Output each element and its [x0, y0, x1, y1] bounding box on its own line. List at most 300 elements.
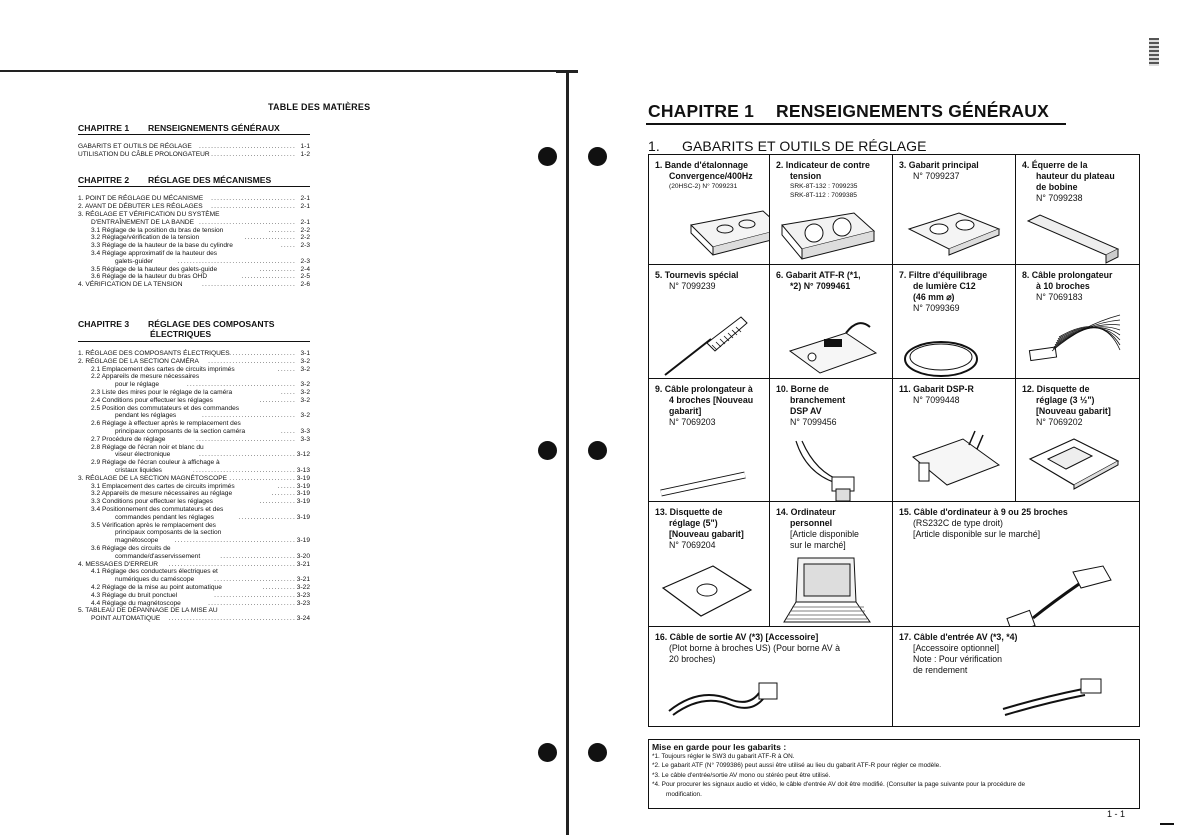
toc-entry-label: GABARITS ET OUTILS DE RÉGLAGE: [78, 143, 192, 151]
toc-entry-label: 1. RÉGLAGE DES COMPOSANTS ÉLECTRIQUES: [78, 350, 230, 357]
toc-leader-dots: ....................................: [186, 381, 296, 389]
tool-name-line: 17. Câble d'entrée AV (*3, *4): [899, 632, 1018, 642]
notes-title: Mise en garde pour les gabarits :: [652, 742, 787, 752]
toc-leader-dots: ..........................................: [168, 615, 296, 623]
av-input-cable-icon: [993, 669, 1133, 726]
flat-cable-icon: [655, 425, 765, 501]
toc-entry[interactable]: [78, 266, 310, 274]
tool-cell: [770, 155, 893, 265]
tool-name-line: 7. Filtre d'équilibrage: [899, 270, 988, 280]
tool-detail-line: de rendement: [913, 665, 968, 675]
tool-caption: [776, 384, 888, 428]
tool-part-number: (20HSC-2) N° 7099231: [669, 183, 738, 190]
toc-leader-dots: .............................: [208, 599, 296, 607]
toc-entry-page: 3-23: [296, 591, 310, 599]
tool-name-line: 4. Équerre de la: [1022, 160, 1088, 170]
toc-leader-dots: ........: [271, 490, 296, 498]
toc-entry-page: 3-19: [296, 482, 310, 490]
toc-entry-list: [78, 143, 310, 159]
toc-entry-label: 3.4 Positionnement des commutateurs et des: [91, 505, 224, 513]
tool-name-line: 8. Câble prolongateur: [1022, 270, 1113, 280]
section-name: GABARITS ET OUTILS DE RÉGLAGE: [682, 138, 927, 154]
toc-entry-page: 3-23: [296, 599, 310, 607]
toc-entry-label: UTILISATION DU CÂBLE PROLONGATEUR: [78, 151, 210, 159]
toc-leader-dots: ...............................: [202, 281, 296, 289]
note-item: *4. Pour procurer les signaux audio et vidéo, le câble d'entrée AV doit être modifié. (Consulter la page suivante pour la procédure de: [652, 781, 1026, 789]
toc-entry-label: 1. POINT DE RÉGLAGE DU MÉCANISME: [78, 195, 204, 203]
toc-entry-label: 2.2 Appareils de mesure nécessaires: [91, 373, 200, 381]
tool-cell: [1016, 379, 1139, 502]
toc-entry-page: 3-21: [296, 576, 310, 584]
tool-detail-line: N° 7069202: [1036, 417, 1083, 427]
toc-leader-dots: ................................: [198, 451, 296, 459]
toc-entry[interactable]: [78, 381, 310, 389]
tool-name-line: DSP AV: [790, 406, 822, 416]
toc-entry[interactable]: [78, 428, 310, 436]
tool-name-line: hauteur du plateau: [1036, 171, 1115, 181]
tool-caption: [899, 270, 1011, 314]
page-binding: [566, 72, 569, 835]
toc-entry[interactable]: [78, 475, 310, 483]
toc-chapter: [78, 177, 310, 289]
toc-leader-dots: ..................................: [192, 466, 296, 474]
toc-entry[interactable]: [78, 529, 310, 537]
tool-name-line: 9. Câble prolongateur à: [655, 384, 753, 394]
toc-entry-page: 3-2: [300, 396, 310, 404]
toc-leader-dots: ............................: [211, 203, 296, 211]
toc-leader-dots: .........................: [220, 552, 296, 560]
tool-detail-line: [Article disponible sur le marché]: [913, 529, 1041, 539]
tool-name-line: à 10 broches: [1036, 281, 1090, 291]
toc-leader-dots: .....: [280, 242, 296, 250]
toc-entry-label: 2.7 Procédure de réglage: [91, 435, 166, 443]
tool-name-line: tension: [790, 171, 822, 181]
toc-entry-label: 3.5 Vérification après le remplacement des: [91, 521, 216, 529]
toc-entry-page: 1-1: [300, 143, 310, 151]
toc-entry[interactable]: [78, 592, 310, 600]
tool-detail-line: [Article disponible: [790, 529, 859, 539]
toc-entry-page: 2-4: [300, 265, 310, 273]
toc-leader-dots: ............: [259, 265, 296, 273]
punch-hole: [588, 743, 607, 762]
toc-chapter-heading: [78, 125, 310, 135]
tool-name-line: *2) N° 7099461: [790, 281, 851, 291]
tool-cell: [893, 379, 1016, 502]
tool-caption: [655, 507, 765, 551]
toc-chapter-number: CHAPITRE 1: [78, 123, 130, 133]
toc-entry[interactable]: [78, 273, 310, 281]
toc-chapter-title: RENSEIGNEMENTS GÉNÉRAUX: [148, 123, 280, 133]
toc-entry-label: 3.2 Réglage/vérification de la tension: [91, 234, 200, 242]
toc-entry[interactable]: [78, 389, 310, 397]
toc-entry-label: 2.1 Emplacement des cartes de circuits imprimés: [91, 365, 235, 373]
toc-entry-page: 2-1: [300, 218, 310, 226]
tool-name-line: branchement: [790, 395, 846, 405]
toc-entry-label: galets-guider: [115, 257, 154, 265]
toc-title: TABLE DES MATIÈRES: [268, 102, 371, 112]
toc-chapter: [78, 125, 310, 159]
toc-entry-label: 3. RÉGLAGE DE LA SECTION MAGNÉTOSCOPE: [78, 474, 228, 482]
tool-detail-line: N° 7099456: [790, 417, 837, 427]
toc-entry-page: 3-1: [300, 350, 310, 357]
toc-entry-page: 2-3: [300, 242, 310, 250]
toc-entry[interactable]: [78, 250, 310, 258]
tool-detail-line: [Accessoire optionnel]: [913, 643, 1000, 653]
toc-entry-page: 3-19: [296, 490, 310, 498]
toc-entry-label: 4. VÉRIFICATION DE LA TENSION: [78, 281, 183, 289]
toc-entry-page: 2-2: [300, 226, 310, 234]
tool-detail-line: N° 7099369: [913, 303, 960, 313]
toc-entry-label: 3.3 Réglage de la hauteur de la base du cylindre: [91, 242, 233, 250]
toc-leader-dots: ...................: [238, 513, 296, 521]
tool-detail-line: N° 7069183: [1036, 292, 1083, 302]
toc-entry-label: 3.2 Appareils de mesure nécessaires au réglage: [91, 490, 233, 498]
toc-entry-page: 2-5: [300, 273, 310, 281]
floppy-35-icon: [1022, 429, 1132, 501]
tool-cell: [1016, 265, 1139, 379]
toc-entry-page: 2-6: [300, 281, 310, 289]
toc-entry[interactable]: [78, 412, 310, 420]
toc-entry-label: 2. AVANT DE DÉBUTER LES RÉGLAGES: [78, 203, 203, 211]
toc-entry[interactable]: [78, 420, 310, 428]
toc-entry[interactable]: [78, 211, 310, 219]
toc-entry[interactable]: [78, 358, 310, 366]
note-item: *2. Le gabarit ATF (N° 7099386) peut aussi être utilisé au lieu du gabarit ATF-R pour régler ce modèle.: [652, 762, 941, 770]
toc-entry-label: pendant les réglages: [115, 412, 177, 420]
toc-entry[interactable]: [78, 366, 310, 374]
tool-detail-line: N° 7069204: [669, 540, 716, 550]
toc-leader-dots: ......................: [229, 474, 296, 482]
tool-name-line: 6. Gabarit ATF-R (*1,: [776, 270, 861, 280]
toc-entry[interactable]: [78, 506, 310, 514]
toc-entry-page: 3-20: [296, 552, 310, 560]
toc-leader-dots: ......: [277, 482, 296, 490]
notes-box: [648, 739, 1140, 809]
toc-entry[interactable]: [78, 576, 310, 584]
toc-entry-label: 3.1 Réglage de la position du bras de tension: [91, 226, 224, 234]
note-item: modification.: [666, 790, 702, 798]
toc-entry[interactable]: [78, 444, 310, 452]
toc-leader-dots: .........: [268, 226, 296, 234]
toc-entry-label: 2.6 Réglage à effectuer après le remplacement des: [91, 420, 241, 428]
cassette-gauge-icon: [776, 205, 886, 265]
toc-entry-label: 4.1 Réglage des conducteurs électriques et: [91, 568, 218, 576]
tool-cell: [893, 502, 1139, 627]
tool-detail-line: (Plot borne à broches US) (Pour borne AV à: [669, 643, 840, 653]
toc-entry-page: 2-1: [300, 195, 310, 203]
toc-entry-label: 3.3 Conditions pour effectuer les réglages: [91, 498, 213, 506]
tool-name-line: personnel: [790, 518, 833, 528]
toc-entry-label: 2.5 Position des commutateurs et des commandes: [91, 404, 240, 412]
db-cable-icon: [983, 558, 1123, 627]
toc-leader-dots: ...........: [262, 583, 296, 591]
toc-entry[interactable]: [78, 561, 310, 569]
toc-entry-label: cristaux liquides: [115, 466, 162, 474]
toc-entry-label: 2.8 Réglage de l'écran noir et blanc du: [91, 443, 204, 451]
tool-detail-line: (RS232C de type droit): [913, 518, 1003, 528]
tool-name-line: de bobine: [1036, 182, 1078, 192]
toc-entry-page: 3-2: [300, 365, 310, 373]
tool-caption: [776, 160, 888, 200]
tool-name-line: 5. Tournevis spécial: [655, 270, 739, 280]
punch-hole: [538, 441, 557, 460]
toc-entry-label: 2.3 Liste des mires pour le réglage de la caméra: [91, 388, 233, 396]
tool-name-line: 13. Disquette de: [655, 507, 723, 517]
toc-entry[interactable]: [78, 467, 310, 475]
toc-leader-dots: .....: [280, 427, 296, 435]
av-cable-icon: [659, 667, 879, 726]
toc-entry-label: 4. MESSAGES D'ERREUR: [78, 560, 159, 568]
tool-caption: [776, 507, 888, 551]
toc-leader-dots: ................................: [198, 218, 296, 226]
notes-list: [652, 752, 1136, 799]
tool-cell: [770, 379, 893, 502]
toc-entry-label: 3.4 Réglage approximatif de la hauteur des: [91, 249, 218, 257]
tools-grid: [648, 154, 1140, 727]
toc-leader-dots: .....: [280, 388, 296, 396]
toc-entry-label: pour le réglage: [115, 381, 159, 389]
toc-entry-page: 3-19: [296, 498, 310, 506]
toc-entry-label: 4.2 Réglage de la mise au point automatique: [91, 583, 222, 591]
toc-entry[interactable]: [78, 545, 310, 553]
tool-caption: [1022, 384, 1135, 428]
toc-chapter-title-line2: ÉLECTRIQUES: [150, 329, 212, 339]
toc-entry[interactable]: [78, 490, 310, 498]
tool-detail-line: Note : Pour vérification: [913, 654, 1002, 664]
toc-entry-label: principaux composants de la section: [115, 529, 222, 537]
tool-caption: [899, 507, 1135, 540]
tool-name-line: 3. Gabarit principal: [899, 160, 979, 170]
toc-leader-dots: .............................: [208, 357, 296, 365]
chapter-number: CHAPITRE 1: [648, 101, 755, 121]
toc-chapter-number: CHAPITRE 2: [78, 175, 130, 185]
toc-entry-label: 2.4 Conditions pour effectuer les réglages: [91, 396, 213, 404]
tool-caption: [655, 270, 765, 292]
master-plate-icon: [899, 205, 1009, 265]
floppy-5-icon: [655, 556, 765, 627]
toc-entry-page: 3-19: [296, 513, 310, 521]
toc-leader-dots: ............: [259, 396, 296, 404]
toc-entry-label: POINT AUTOMATIQUE: [91, 615, 161, 623]
toc-entry-label: 3.5 Réglage de la hauteur des galets-guide: [91, 265, 218, 273]
tool-name-line: 11. Gabarit DSP-R: [899, 384, 974, 394]
tool-cell: [649, 265, 770, 379]
toc-entry-label: 3.1 Emplacement des cartes de circuits imprimés: [91, 482, 235, 490]
toc-leader-dots: .......................................: [177, 257, 296, 265]
toc-entry-page: 3-3: [300, 435, 310, 443]
tool-name-line: [Nouveau gabarit]: [1036, 406, 1111, 416]
toc-entry[interactable]: [78, 242, 310, 250]
tool-name-line: réglage (3 ½"): [1036, 395, 1095, 405]
toc-entry-page: 3-19: [296, 537, 310, 545]
tool-caption: [655, 632, 888, 665]
toc-entry-page: 3-19: [296, 474, 310, 482]
toc-entry[interactable]: [78, 373, 310, 381]
toc-chapter-number: CHAPITRE 3: [78, 319, 130, 329]
toc-leader-dots: ............: [259, 498, 296, 506]
toc-leader-dots: ............................: [211, 195, 296, 203]
toc-entry[interactable]: [78, 568, 310, 576]
toc-leader-dots: ............................: [211, 151, 296, 159]
toc-leader-dots: ...........................: [214, 576, 296, 584]
toc-entry[interactable]: [78, 397, 310, 405]
toc-entry[interactable]: [78, 203, 310, 211]
note-item: *1. Toujours régler le SW3 du gabarit ATF-R à ON.: [652, 753, 795, 760]
toc-entry[interactable]: [78, 459, 310, 467]
tool-name-line: [Nouveau gabarit]: [669, 529, 744, 539]
tool-detail-line: N° 7069203: [669, 417, 716, 427]
tool-caption: [899, 160, 1011, 182]
toc-leader-dots: ................................: [198, 143, 296, 151]
toc-entry-label: 2.9 Réglage de l'écran couleur à affichage à: [91, 459, 220, 467]
toc-entry-label: 5. TABLEAU DE DÉPANNAGE DE LA MISE AU: [78, 607, 218, 615]
toc-entry[interactable]: [78, 607, 310, 615]
toc-chapter: [78, 319, 310, 623]
note-item: *3. Le câble d'entrée/sortie AV mono ou stéréo peut être utilisé.: [652, 771, 831, 779]
toc-entry-label: 2. RÉGLAGE DE LA SECTION CAMÉRA: [78, 357, 199, 365]
tool-cell: [893, 265, 1016, 379]
tool-caption: [655, 384, 765, 428]
toc-entry[interactable]: [78, 234, 310, 242]
toc-entry-label: principaux composants de la section caméra: [115, 427, 246, 435]
toc-chapter-heading: [78, 319, 310, 342]
toc-entry-page: 1-2: [300, 151, 310, 159]
toc-entry[interactable]: [78, 350, 310, 358]
toc-entry[interactable]: [78, 615, 310, 623]
tool-name-line: de lumière C12: [913, 281, 976, 291]
tool-part-number: SRK-8T-112 : 7099385: [790, 192, 857, 199]
tool-detail-line: N° 7099239: [669, 281, 716, 291]
punch-hole: [588, 441, 607, 460]
toc-entry[interactable]: [78, 258, 310, 266]
toc-entry[interactable]: [78, 436, 310, 444]
scan-edge-mark: [1149, 38, 1159, 66]
toc-entry-label: D'ENTRAÎNEMENT DE LA BANDE: [91, 218, 194, 226]
toc-entry-page: 3-13: [296, 466, 310, 474]
toc-chapter-heading: [78, 177, 310, 187]
laptop-icon: [776, 552, 886, 627]
toc-entry-page: 2-1: [300, 203, 310, 211]
screwdriver-icon: [655, 309, 765, 379]
tool-name-line: 1. Bande d'étalonnage: [655, 160, 749, 170]
punch-hole: [538, 743, 557, 762]
toc-entry[interactable]: [78, 553, 310, 561]
toc-entry[interactable]: [78, 514, 310, 522]
connector-icon: [776, 433, 886, 502]
section-title: [648, 138, 927, 154]
corner-dash: [1160, 823, 1174, 825]
tool-caption: [655, 160, 765, 191]
tool-cell: [649, 379, 770, 502]
tool-cell: [770, 502, 893, 627]
toc-entry-page: 3-22: [296, 583, 310, 591]
toc-entry-label: 3.6 Réglage de la hauteur du bras OHD: [91, 273, 208, 281]
toc-entry-label: commande/d'asservissement: [115, 552, 201, 560]
tool-name-line: 15. Câble d'ordinateur à 9 ou 25 broches: [899, 507, 1068, 517]
toc-leader-dots: ..........................................: [168, 560, 296, 568]
toc-entry-label: viseur électronique: [115, 451, 171, 459]
square-bar-icon: [1022, 207, 1132, 265]
toc-entry-label: 3. RÉGLAGE ET VÉRIFICATION DU SYSTÈME: [78, 211, 220, 218]
tool-name-line: gabarit]: [669, 406, 702, 416]
toc-leader-dots: ..................: [241, 273, 296, 281]
toc-leader-dots: .................................: [195, 435, 296, 443]
tool-caption: [899, 384, 1011, 406]
toc-entry-page: 3-12: [296, 451, 310, 459]
tool-cell: [649, 502, 770, 627]
tool-detail-line: 20 broches): [669, 654, 716, 664]
toc-entry[interactable]: [78, 537, 310, 545]
toc-entry-label: commandes pendant les réglages: [115, 513, 214, 521]
toc-entry[interactable]: [78, 281, 310, 289]
tool-name-line: 16. Câble de sortie AV (*3) [Accessoire]: [655, 632, 819, 642]
toc-entry-page: 3-2: [300, 388, 310, 396]
toc-entry[interactable]: [78, 498, 310, 506]
tool-detail-line: sur le marché]: [790, 540, 846, 550]
toc-entry-page: 3-2: [300, 412, 310, 420]
tool-cell: [893, 627, 1139, 726]
toc-entry[interactable]: [78, 227, 310, 235]
atf-board-icon: [776, 313, 886, 379]
toc-entry[interactable]: [78, 584, 310, 592]
toc-entry[interactable]: [78, 522, 310, 530]
toc-leader-dots: ........................................: [174, 537, 296, 545]
toc-entry-list: [78, 195, 310, 289]
chapter-name: RENSEIGNEMENTS GÉNÉRAUX: [776, 101, 1049, 121]
tool-name-line: 4 broches [Nouveau: [669, 395, 754, 405]
toc-leader-dots: ......: [277, 365, 296, 373]
toc-entry[interactable]: [78, 219, 310, 227]
toc-entry-page: 3-2: [300, 381, 310, 389]
toc-entry-label: 4.4 Réglage du magnétoscope: [91, 599, 181, 607]
section-number: 1.: [648, 138, 660, 154]
toc-entry[interactable]: [78, 151, 310, 159]
toc-chapter-title: RÉGLAGE DES COMPOSANTS: [148, 319, 275, 329]
tool-caption: [1022, 270, 1135, 303]
toc-entry-page: 2-3: [300, 257, 310, 265]
toc-entry-page: 3-24: [296, 615, 310, 623]
toc-entry-label: magnétoscope: [115, 537, 159, 545]
tool-name-line: Convergence/400Hz: [669, 171, 753, 181]
toc-entry-page: 3-3: [300, 427, 310, 435]
toc-entry-page: 3-2: [300, 357, 310, 365]
toc-entry[interactable]: [78, 451, 310, 459]
tool-name-line: 10. Borne de: [776, 384, 829, 394]
tool-detail-line: N° 7099448: [913, 395, 960, 405]
tool-name-line: réglage (5"): [669, 518, 718, 528]
toc-entry-page: 2-2: [300, 234, 310, 242]
toc-entry[interactable]: [78, 405, 310, 413]
tool-cell: [770, 265, 893, 379]
tool-cell: [893, 155, 1016, 265]
tool-caption: [776, 270, 888, 292]
toc-leader-dots: ......................: [229, 350, 296, 357]
toc-leader-dots: ...........................: [214, 591, 296, 599]
punch-hole: [538, 147, 557, 166]
toc-entry-label: 4.3 Réglage du bruit ponctuel: [91, 591, 178, 599]
tool-detail-line: N° 7099238: [1036, 193, 1083, 203]
toc-entry[interactable]: [78, 483, 310, 491]
top-rule: [0, 70, 560, 72]
tool-name-line: (46 mm ⌀): [913, 292, 955, 302]
punch-hole: [588, 147, 607, 166]
tool-cell: [649, 155, 770, 265]
chapter-title: [648, 101, 1049, 122]
tool-cell: [649, 627, 893, 726]
toc-leader-dots: ...............................: [202, 412, 296, 420]
toc-entry-list: [78, 350, 310, 623]
tool-detail-line: N° 7099237: [913, 171, 960, 181]
